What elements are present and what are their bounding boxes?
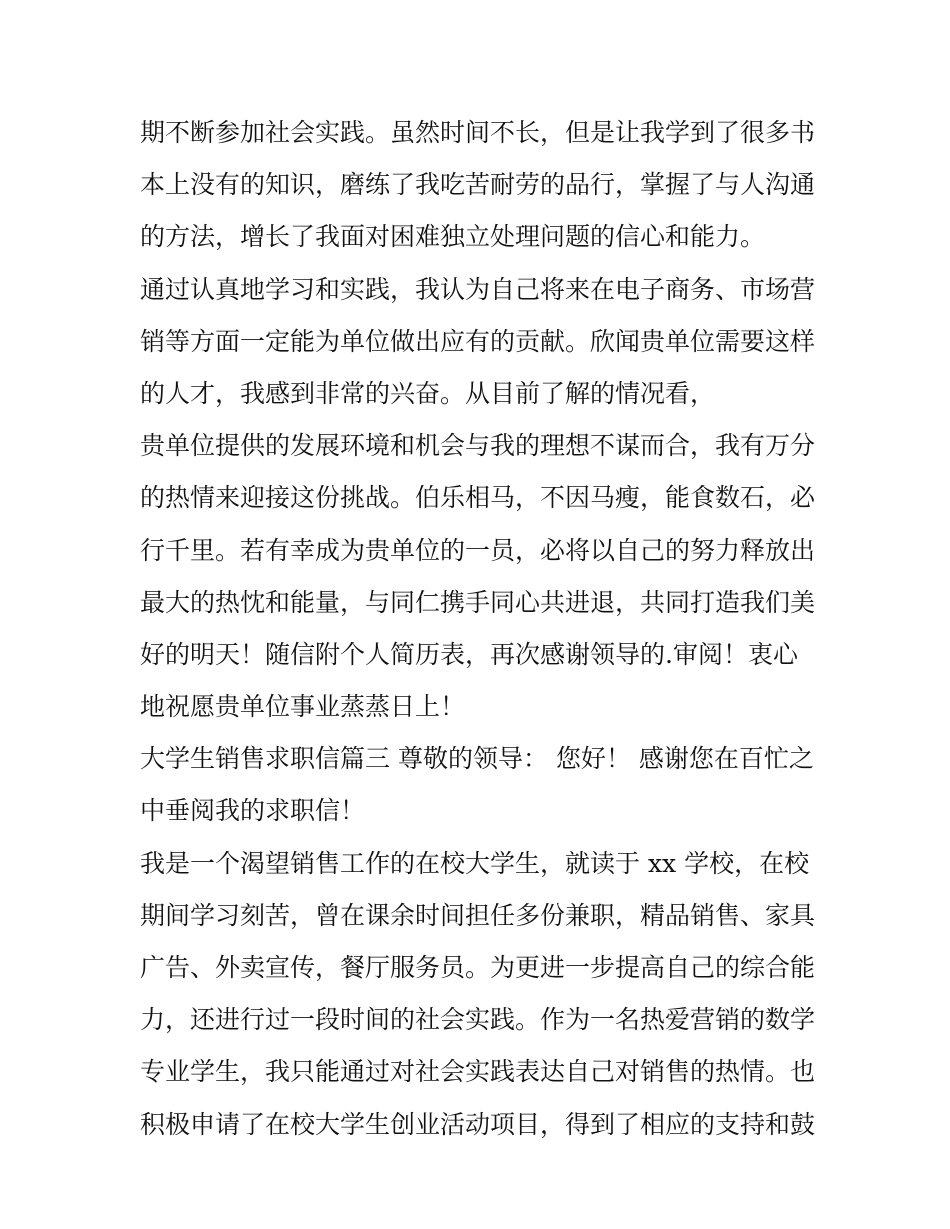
text-line: 最大的热忱和能量，与同仁携手同心共进退，共同打造我们美 (140, 587, 816, 617)
text-line: 贵单位提供的发展环境和机会与我的理想不谋而合，我有万分 (140, 431, 816, 461)
section-heading-line: 大学生销售求职信篇三 尊敬的领导： 您好！ 感谢您在百忙之 (140, 744, 814, 774)
text-line: 力，还进行过一段时间的社会实践。作为一名热爱营销的数学 (140, 1005, 816, 1035)
text-line: 期不断参加社会实践。虽然时间不长，但是让我学到了很多书 (140, 118, 816, 147)
text-line: 广告、外卖宣传，餐厅服务员。为更进一步提高自己的综合能 (140, 953, 816, 982)
text-line: 期间学习刻苦，曾在课余时间担任多份兼职，精品销售、家具 (140, 900, 816, 930)
text-line: 我是一个渴望销售工作的在校大学生，就读于 xx 学校，在校 (140, 848, 810, 878)
text-line: 好的明天！随信附个人简历表，再次感谢领导的.审阅！衷心 (140, 639, 798, 669)
text-line: 的方法，增长了我面对困难独立处理问题的信心和能力。 (140, 222, 766, 252)
text-line: 的热情来迎接这份挑战。伯乐相马，不因马瘦，能食数石，必 (140, 483, 816, 513)
text-line: 专业学生，我只能通过对社会实践表达自己对销售的热情。也 (140, 1057, 816, 1087)
text-line: 本上没有的知识，磨练了我吃苦耐劳的品行，掌握了与人沟通 (140, 170, 816, 200)
text-line: 地祝愿贵单位事业蒸蒸日上！ (140, 692, 466, 722)
text-line: 通过认真地学习和实践，我认为自己将来在电子商务、市场营 (140, 274, 816, 304)
text-line: 中垂阅我的求职信！ (140, 796, 366, 826)
text-line: 积极申请了在校大学生创业活动项目，得到了相应的支持和鼓 (140, 1109, 816, 1139)
text-line: 销等方面一定能为单位做出应有的贡献。欣闻贵单位需要这样 (140, 326, 816, 356)
text-line: 的人才，我感到非常的兴奋。从目前了解的情况看， (140, 378, 716, 408)
body-text (140, 107, 820, 1151)
text-line: 行千里。若有幸成为贵单位的一员，必将以自己的努力释放出 (140, 535, 816, 565)
